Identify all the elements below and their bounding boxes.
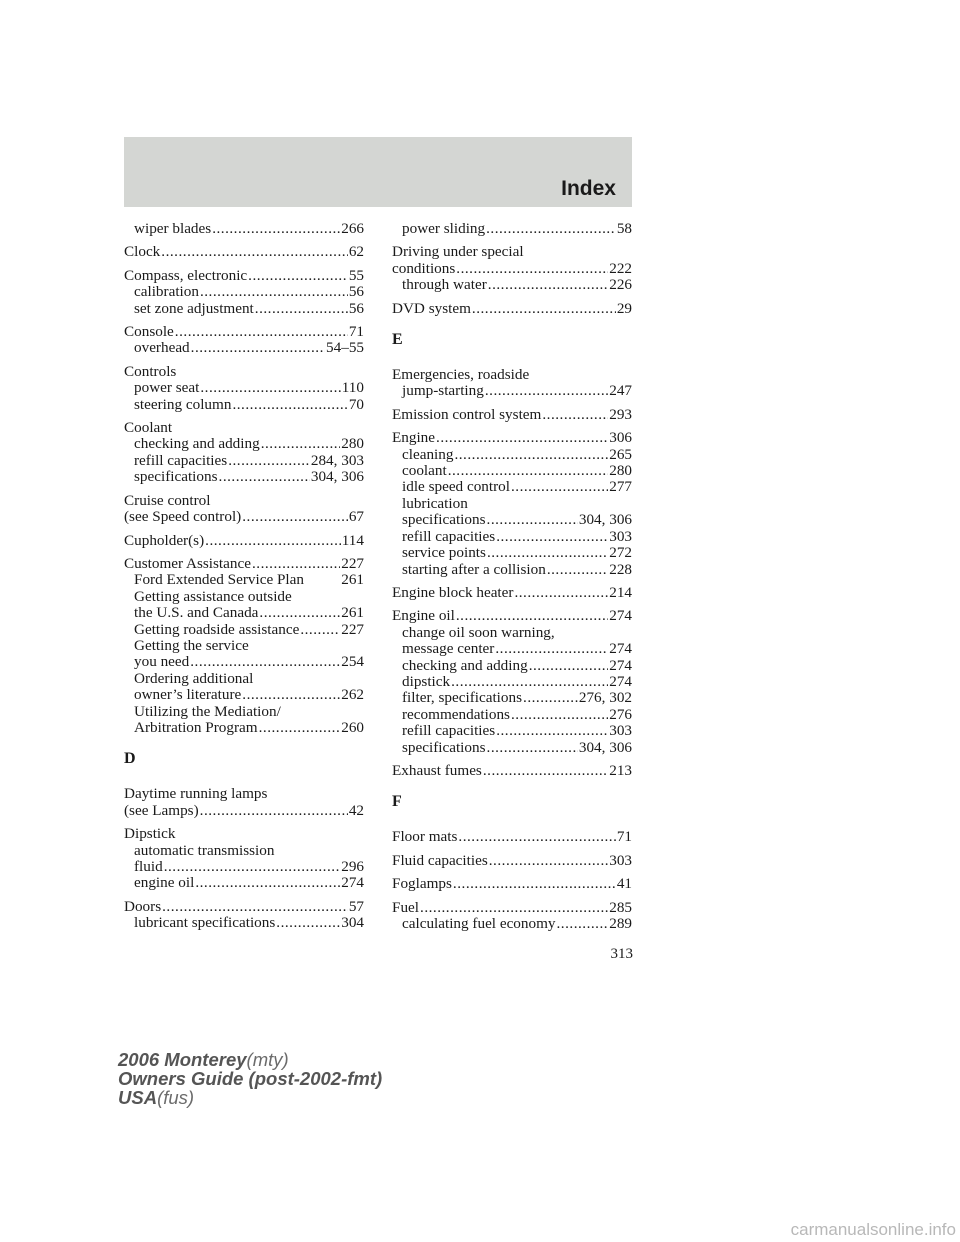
index-entry bbox=[392, 585, 632, 601]
footer-imprint bbox=[118, 1050, 382, 1107]
index-entry-line bbox=[124, 324, 364, 340]
entry-text: refill capacities bbox=[402, 527, 496, 545]
index-subentry-line bbox=[392, 690, 632, 706]
entry-text: recommendations bbox=[402, 705, 510, 723]
index-entry bbox=[392, 853, 632, 869]
index-entry bbox=[392, 301, 632, 317]
entry-text: Doors bbox=[124, 897, 162, 915]
index-entry-line bbox=[392, 407, 632, 423]
dot-leader bbox=[514, 585, 608, 601]
entry-text: wiper blades bbox=[134, 220, 212, 237]
dot-leader bbox=[483, 763, 608, 779]
entry-text: set zone adjustment bbox=[134, 299, 254, 317]
entry-text: specifications bbox=[134, 468, 218, 486]
index-subentry-line bbox=[124, 875, 364, 891]
index-entry-line bbox=[392, 900, 632, 916]
entry-text: idle speed control bbox=[402, 478, 510, 496]
index-entry bbox=[124, 493, 364, 526]
footer-market: USA bbox=[118, 1087, 158, 1108]
footer-market-code: (fus) bbox=[157, 1087, 195, 1108]
index-entry-line bbox=[124, 509, 364, 525]
index-entry-line bbox=[124, 899, 364, 915]
index-entry-line bbox=[124, 364, 364, 380]
entry-text: DVD system bbox=[392, 299, 471, 317]
page-reference: 266 bbox=[341, 220, 364, 237]
entry-text: checking and adding bbox=[134, 435, 260, 453]
entry-text: Ordering additional bbox=[134, 669, 254, 687]
page-reference: 274 bbox=[609, 672, 632, 690]
entry-text: Arbitration Program bbox=[134, 718, 258, 736]
dot-leader bbox=[162, 899, 348, 915]
index-entry bbox=[392, 900, 632, 933]
index-entry bbox=[124, 324, 364, 357]
watermark: carmanualsonline.info bbox=[790, 1220, 956, 1239]
page-reference: 70 bbox=[348, 395, 364, 413]
dot-leader bbox=[448, 463, 609, 479]
dot-leader bbox=[259, 720, 341, 736]
index-subentry-line bbox=[392, 625, 632, 641]
dot-leader bbox=[200, 803, 348, 819]
entry-text: Foglamps bbox=[392, 875, 452, 893]
entry-text: Fluid capacities bbox=[392, 851, 488, 869]
page-reference: 58 bbox=[616, 220, 632, 237]
entry-text: Utilizing the Mediation/ bbox=[134, 702, 281, 720]
index-entry-line bbox=[392, 367, 632, 383]
entry-text: Emergencies, roadside bbox=[392, 366, 530, 384]
dot-leader bbox=[175, 324, 348, 340]
page-reference: 276, 302 bbox=[578, 689, 632, 707]
page-reference: 274 bbox=[341, 874, 364, 892]
entry-text: Clock bbox=[124, 243, 161, 261]
page-reference: 57 bbox=[348, 897, 364, 915]
index-subentry-line bbox=[124, 572, 364, 588]
entry-text: specifications bbox=[402, 738, 486, 756]
page-reference: 227 bbox=[341, 554, 364, 572]
entry-text: automatic transmission bbox=[134, 841, 275, 859]
index-entry-line bbox=[392, 244, 632, 260]
index-subentry-line bbox=[124, 380, 364, 396]
index-entry-line bbox=[392, 585, 632, 601]
page-reference: 276 bbox=[609, 705, 632, 723]
page-reference: 247 bbox=[609, 382, 632, 400]
index-letter-heading: E bbox=[392, 331, 403, 349]
entry-text: Cruise control bbox=[124, 491, 211, 509]
dot-leader bbox=[489, 853, 608, 869]
index-subentry-line bbox=[124, 221, 364, 237]
dot-leader bbox=[242, 509, 348, 525]
dot-leader bbox=[212, 221, 340, 237]
index-entry-line bbox=[124, 533, 364, 549]
dot-leader bbox=[219, 469, 310, 485]
dot-leader bbox=[472, 301, 616, 317]
dot-leader bbox=[454, 447, 608, 463]
index-entry-line bbox=[124, 268, 364, 284]
entry-text: engine oil bbox=[134, 874, 195, 892]
entry-text: the U.S. and Canada bbox=[134, 604, 259, 622]
index-entry bbox=[124, 268, 364, 317]
entry-text: you need bbox=[134, 653, 190, 671]
dot-leader bbox=[242, 687, 340, 703]
dot-leader bbox=[259, 605, 340, 621]
dot-leader bbox=[205, 533, 341, 549]
dot-leader bbox=[488, 277, 608, 293]
index-subentry-line bbox=[392, 545, 632, 561]
entry-text: Customer Assistance bbox=[124, 554, 251, 572]
dot-leader bbox=[190, 654, 340, 670]
index-column-right bbox=[392, 221, 632, 939]
dot-leader bbox=[195, 875, 340, 891]
index-subentry-line bbox=[124, 469, 364, 485]
index-subentry-line bbox=[124, 397, 364, 413]
page-reference: 110 bbox=[341, 379, 364, 397]
index-subentry-line bbox=[124, 859, 364, 875]
dot-leader bbox=[487, 740, 578, 756]
entry-text: Daytime running lamps bbox=[124, 785, 268, 803]
index-entry bbox=[124, 420, 364, 486]
page-reference: 285 bbox=[609, 898, 632, 916]
page-reference: 42 bbox=[348, 801, 364, 819]
section-header-band bbox=[124, 137, 632, 207]
index-entry bbox=[392, 244, 632, 293]
entry-text: Floor mats bbox=[392, 828, 458, 846]
dot-leader bbox=[232, 397, 347, 413]
dot-leader bbox=[487, 545, 608, 561]
entry-text: refill capacities bbox=[134, 451, 228, 469]
index-subentry-line bbox=[124, 671, 364, 687]
page-reference: 114 bbox=[341, 531, 364, 549]
page-reference: 213 bbox=[609, 761, 632, 779]
dot-leader bbox=[191, 340, 325, 356]
entry-text: steering column bbox=[134, 395, 232, 413]
dot-leader bbox=[547, 562, 608, 578]
index-entry-line bbox=[392, 608, 632, 624]
entry-text: Emission control system bbox=[392, 405, 542, 423]
index-subentry-line bbox=[392, 447, 632, 463]
page-reference: 67 bbox=[348, 508, 364, 526]
entry-text: fluid bbox=[134, 858, 163, 875]
entry-text: (see Lamps) bbox=[124, 801, 199, 819]
index-subentry-line bbox=[124, 915, 364, 931]
index-subentry-line bbox=[392, 463, 632, 479]
dot-leader bbox=[451, 674, 608, 690]
index-entry-line bbox=[392, 829, 632, 845]
page-reference: 56 bbox=[348, 299, 364, 317]
page-reference: 228 bbox=[609, 560, 632, 578]
dot-leader bbox=[261, 436, 341, 452]
dot-leader bbox=[495, 641, 608, 657]
entry-text: power sliding bbox=[402, 220, 486, 237]
index-subentry-line bbox=[124, 453, 364, 469]
entry-text: checking and adding bbox=[402, 656, 528, 674]
entry-text: cleaning bbox=[402, 445, 454, 463]
page-reference: 289 bbox=[609, 915, 632, 932]
index-subentry-line bbox=[392, 723, 632, 739]
index-entry bbox=[124, 364, 364, 413]
entry-text: Getting assistance outside bbox=[134, 587, 292, 605]
index-entry-line bbox=[392, 301, 632, 317]
index-entry-line bbox=[124, 493, 364, 509]
entry-text: (see Speed control) bbox=[124, 508, 242, 526]
index-subentry-line bbox=[124, 654, 364, 670]
page-reference: 304, 306 bbox=[310, 468, 364, 486]
entry-text: jump-starting bbox=[402, 382, 484, 400]
entry-text: Ford Extended Service Plan bbox=[134, 571, 304, 589]
page-reference: 260 bbox=[341, 718, 364, 736]
index-entry-line bbox=[392, 853, 632, 869]
index-subentry-line bbox=[124, 704, 364, 720]
entry-text: service points bbox=[402, 544, 486, 562]
index-entry-line bbox=[124, 786, 364, 802]
index-subentry-line bbox=[124, 284, 364, 300]
page-reference: 55 bbox=[348, 266, 364, 284]
entry-text: Engine block heater bbox=[392, 583, 514, 601]
page-reference: 226 bbox=[609, 276, 632, 294]
index-subentry-line bbox=[124, 720, 364, 736]
dot-leader bbox=[200, 380, 340, 396]
entry-text: conditions bbox=[392, 259, 456, 277]
page-reference: 71 bbox=[348, 323, 364, 341]
page-reference: 214 bbox=[609, 583, 632, 601]
page-reference: 304 bbox=[341, 914, 364, 932]
index-entry bbox=[392, 221, 632, 237]
page-number: 313 bbox=[610, 946, 633, 962]
page-reference: 303 bbox=[609, 722, 632, 740]
page-reference: 262 bbox=[341, 686, 364, 704]
index-entry bbox=[392, 763, 632, 779]
index-subentry-line bbox=[392, 674, 632, 690]
dot-leader bbox=[456, 261, 608, 277]
dot-leader bbox=[542, 407, 608, 423]
dot-leader bbox=[248, 268, 348, 284]
index-entry-line bbox=[124, 244, 364, 260]
index-entry bbox=[392, 829, 632, 845]
dot-leader bbox=[436, 430, 608, 446]
entry-text: message center bbox=[402, 640, 495, 658]
index-entry bbox=[392, 608, 632, 756]
index-subentry-line bbox=[124, 340, 364, 356]
index-entry bbox=[392, 407, 632, 423]
index-entry-line bbox=[124, 556, 364, 572]
index-subentry-line bbox=[392, 383, 632, 399]
entry-text: coolant bbox=[402, 462, 447, 480]
dot-leader bbox=[458, 829, 615, 845]
index-entry-line bbox=[124, 803, 364, 819]
entry-text: Dipstick bbox=[124, 825, 176, 843]
index-entry-line bbox=[392, 261, 632, 277]
entry-text: Getting the service bbox=[134, 636, 249, 654]
index-subentry-line bbox=[124, 589, 364, 605]
dot-leader bbox=[164, 859, 341, 875]
footer-model-code: (mty) bbox=[246, 1049, 289, 1070]
page-reference: 254 bbox=[341, 653, 364, 671]
dot-leader bbox=[228, 453, 310, 469]
entry-text: Exhaust fumes bbox=[392, 761, 482, 779]
dot-leader bbox=[496, 529, 608, 545]
page-reference: 304, 306 bbox=[578, 511, 632, 529]
index-subentry-line bbox=[124, 436, 364, 452]
page-reference: 304, 306 bbox=[578, 738, 632, 756]
entry-text: Engine oil bbox=[392, 607, 455, 625]
page-reference: 280 bbox=[341, 435, 364, 453]
footer-guide: Owners Guide (post-2002-fmt) bbox=[118, 1068, 383, 1089]
dot-leader bbox=[511, 707, 608, 723]
index-subentry-line bbox=[124, 687, 364, 703]
page-reference: 56 bbox=[348, 283, 364, 301]
index-entry bbox=[392, 367, 632, 400]
index-subentry-line bbox=[392, 562, 632, 578]
dot-leader bbox=[255, 301, 348, 317]
index-subentry-line bbox=[124, 638, 364, 654]
entry-text: refill capacities bbox=[402, 722, 496, 740]
page-reference: 274 bbox=[609, 607, 632, 625]
index-subentry-line bbox=[392, 529, 632, 545]
index-column-left bbox=[124, 221, 364, 939]
entry-text: through water bbox=[402, 276, 487, 294]
entry-text: Console bbox=[124, 323, 174, 341]
index-subentry-line bbox=[392, 707, 632, 723]
dot-leader bbox=[487, 512, 578, 528]
dot-leader bbox=[485, 383, 608, 399]
page-reference: 303 bbox=[609, 527, 632, 545]
entry-text: starting after a collision bbox=[402, 560, 546, 578]
index-subentry-line bbox=[392, 277, 632, 293]
page-reference: 280 bbox=[609, 462, 632, 480]
page-reference: 62 bbox=[348, 243, 364, 261]
index-entry bbox=[124, 899, 364, 932]
entry-text: lubricant specifications bbox=[134, 914, 276, 932]
page-reference: 277 bbox=[609, 478, 632, 496]
index-entry bbox=[392, 430, 632, 578]
entry-text: Driving under special bbox=[392, 243, 524, 261]
page-reference: 274 bbox=[609, 656, 632, 674]
entry-text: filter, specifications bbox=[402, 689, 523, 707]
index-subentry-line bbox=[392, 916, 632, 932]
index-letter-heading: F bbox=[392, 793, 402, 811]
page-reference: 227 bbox=[341, 620, 364, 638]
dot-leader bbox=[557, 916, 609, 932]
index-subentry-line bbox=[124, 605, 364, 621]
index-subentry-line bbox=[392, 658, 632, 674]
dot-leader bbox=[511, 479, 608, 495]
entry-text: Controls bbox=[124, 362, 177, 380]
page-reference: 296 bbox=[341, 858, 364, 875]
section-title: Index bbox=[561, 177, 616, 200]
index-entry-line bbox=[392, 763, 632, 779]
entry-text: Fuel bbox=[392, 898, 420, 916]
page-reference: 272 bbox=[609, 544, 632, 562]
dot-leader bbox=[300, 622, 340, 638]
index-entry bbox=[124, 221, 364, 237]
index-entry bbox=[124, 244, 364, 260]
page-reference: 261 bbox=[341, 571, 364, 589]
entry-text: change oil soon warning, bbox=[402, 623, 555, 641]
index-entry-line bbox=[124, 826, 364, 842]
entry-text: Engine bbox=[392, 429, 436, 447]
page-reference: 306 bbox=[609, 429, 632, 447]
entry-text: dipstick bbox=[402, 672, 451, 690]
page-reference: 265 bbox=[609, 445, 632, 463]
index-entry bbox=[124, 556, 364, 736]
index-entry bbox=[124, 826, 364, 892]
index-entry bbox=[124, 533, 364, 549]
index-entry-line bbox=[392, 876, 632, 892]
index-entry bbox=[392, 876, 632, 892]
dot-leader bbox=[161, 244, 348, 260]
dot-leader bbox=[420, 900, 608, 916]
index-entry-line bbox=[392, 430, 632, 446]
page-reference: 41 bbox=[616, 875, 632, 893]
index-entry bbox=[124, 786, 364, 819]
index-subentry-line bbox=[392, 496, 632, 512]
dot-leader bbox=[456, 608, 608, 624]
entry-text: Compass, electronic bbox=[124, 266, 248, 284]
dot-leader bbox=[252, 556, 340, 572]
page-reference: 293 bbox=[609, 405, 632, 423]
page-reference: 29 bbox=[616, 299, 632, 317]
entry-text: lubrication bbox=[402, 494, 468, 512]
footer-model: 2006 Monterey bbox=[118, 1049, 247, 1070]
dot-leader bbox=[200, 284, 348, 300]
page-reference: 274 bbox=[609, 640, 632, 658]
entry-text: Getting roadside assistance bbox=[134, 620, 300, 638]
dot-leader bbox=[486, 221, 616, 237]
dot-leader bbox=[523, 690, 578, 706]
entry-text: calculating fuel economy bbox=[402, 915, 556, 932]
index-letter-heading: D bbox=[124, 750, 136, 768]
entry-text: calibration bbox=[134, 283, 199, 301]
page-reference: 303 bbox=[609, 851, 632, 869]
entry-text: Coolant bbox=[124, 419, 173, 437]
index-subentry-line bbox=[392, 512, 632, 528]
page-reference: 71 bbox=[616, 828, 632, 846]
entry-text: Cupholder(s) bbox=[124, 531, 205, 549]
dot-leader bbox=[496, 723, 608, 739]
index-subentry-line bbox=[124, 843, 364, 859]
entry-text: specifications bbox=[402, 511, 486, 529]
dot-leader bbox=[529, 658, 609, 674]
dot-leader bbox=[453, 876, 616, 892]
page-reference: 284, 303 bbox=[310, 451, 364, 469]
index-subentry-line bbox=[392, 740, 632, 756]
page-reference: 222 bbox=[609, 259, 632, 277]
index-subentry-line bbox=[124, 301, 364, 317]
entry-text: owner’s literature bbox=[134, 686, 242, 704]
index-subentry-line bbox=[392, 221, 632, 237]
index-subentry-line bbox=[124, 622, 364, 638]
entry-text: power seat bbox=[134, 379, 200, 397]
index-subentry-line bbox=[392, 641, 632, 657]
index-subentry-line bbox=[392, 479, 632, 495]
entry-text: overhead bbox=[134, 339, 190, 357]
page-reference: 261 bbox=[341, 604, 364, 622]
index-entry-line bbox=[124, 420, 364, 436]
page-reference: 54–55 bbox=[326, 339, 364, 357]
dot-leader bbox=[276, 915, 340, 931]
